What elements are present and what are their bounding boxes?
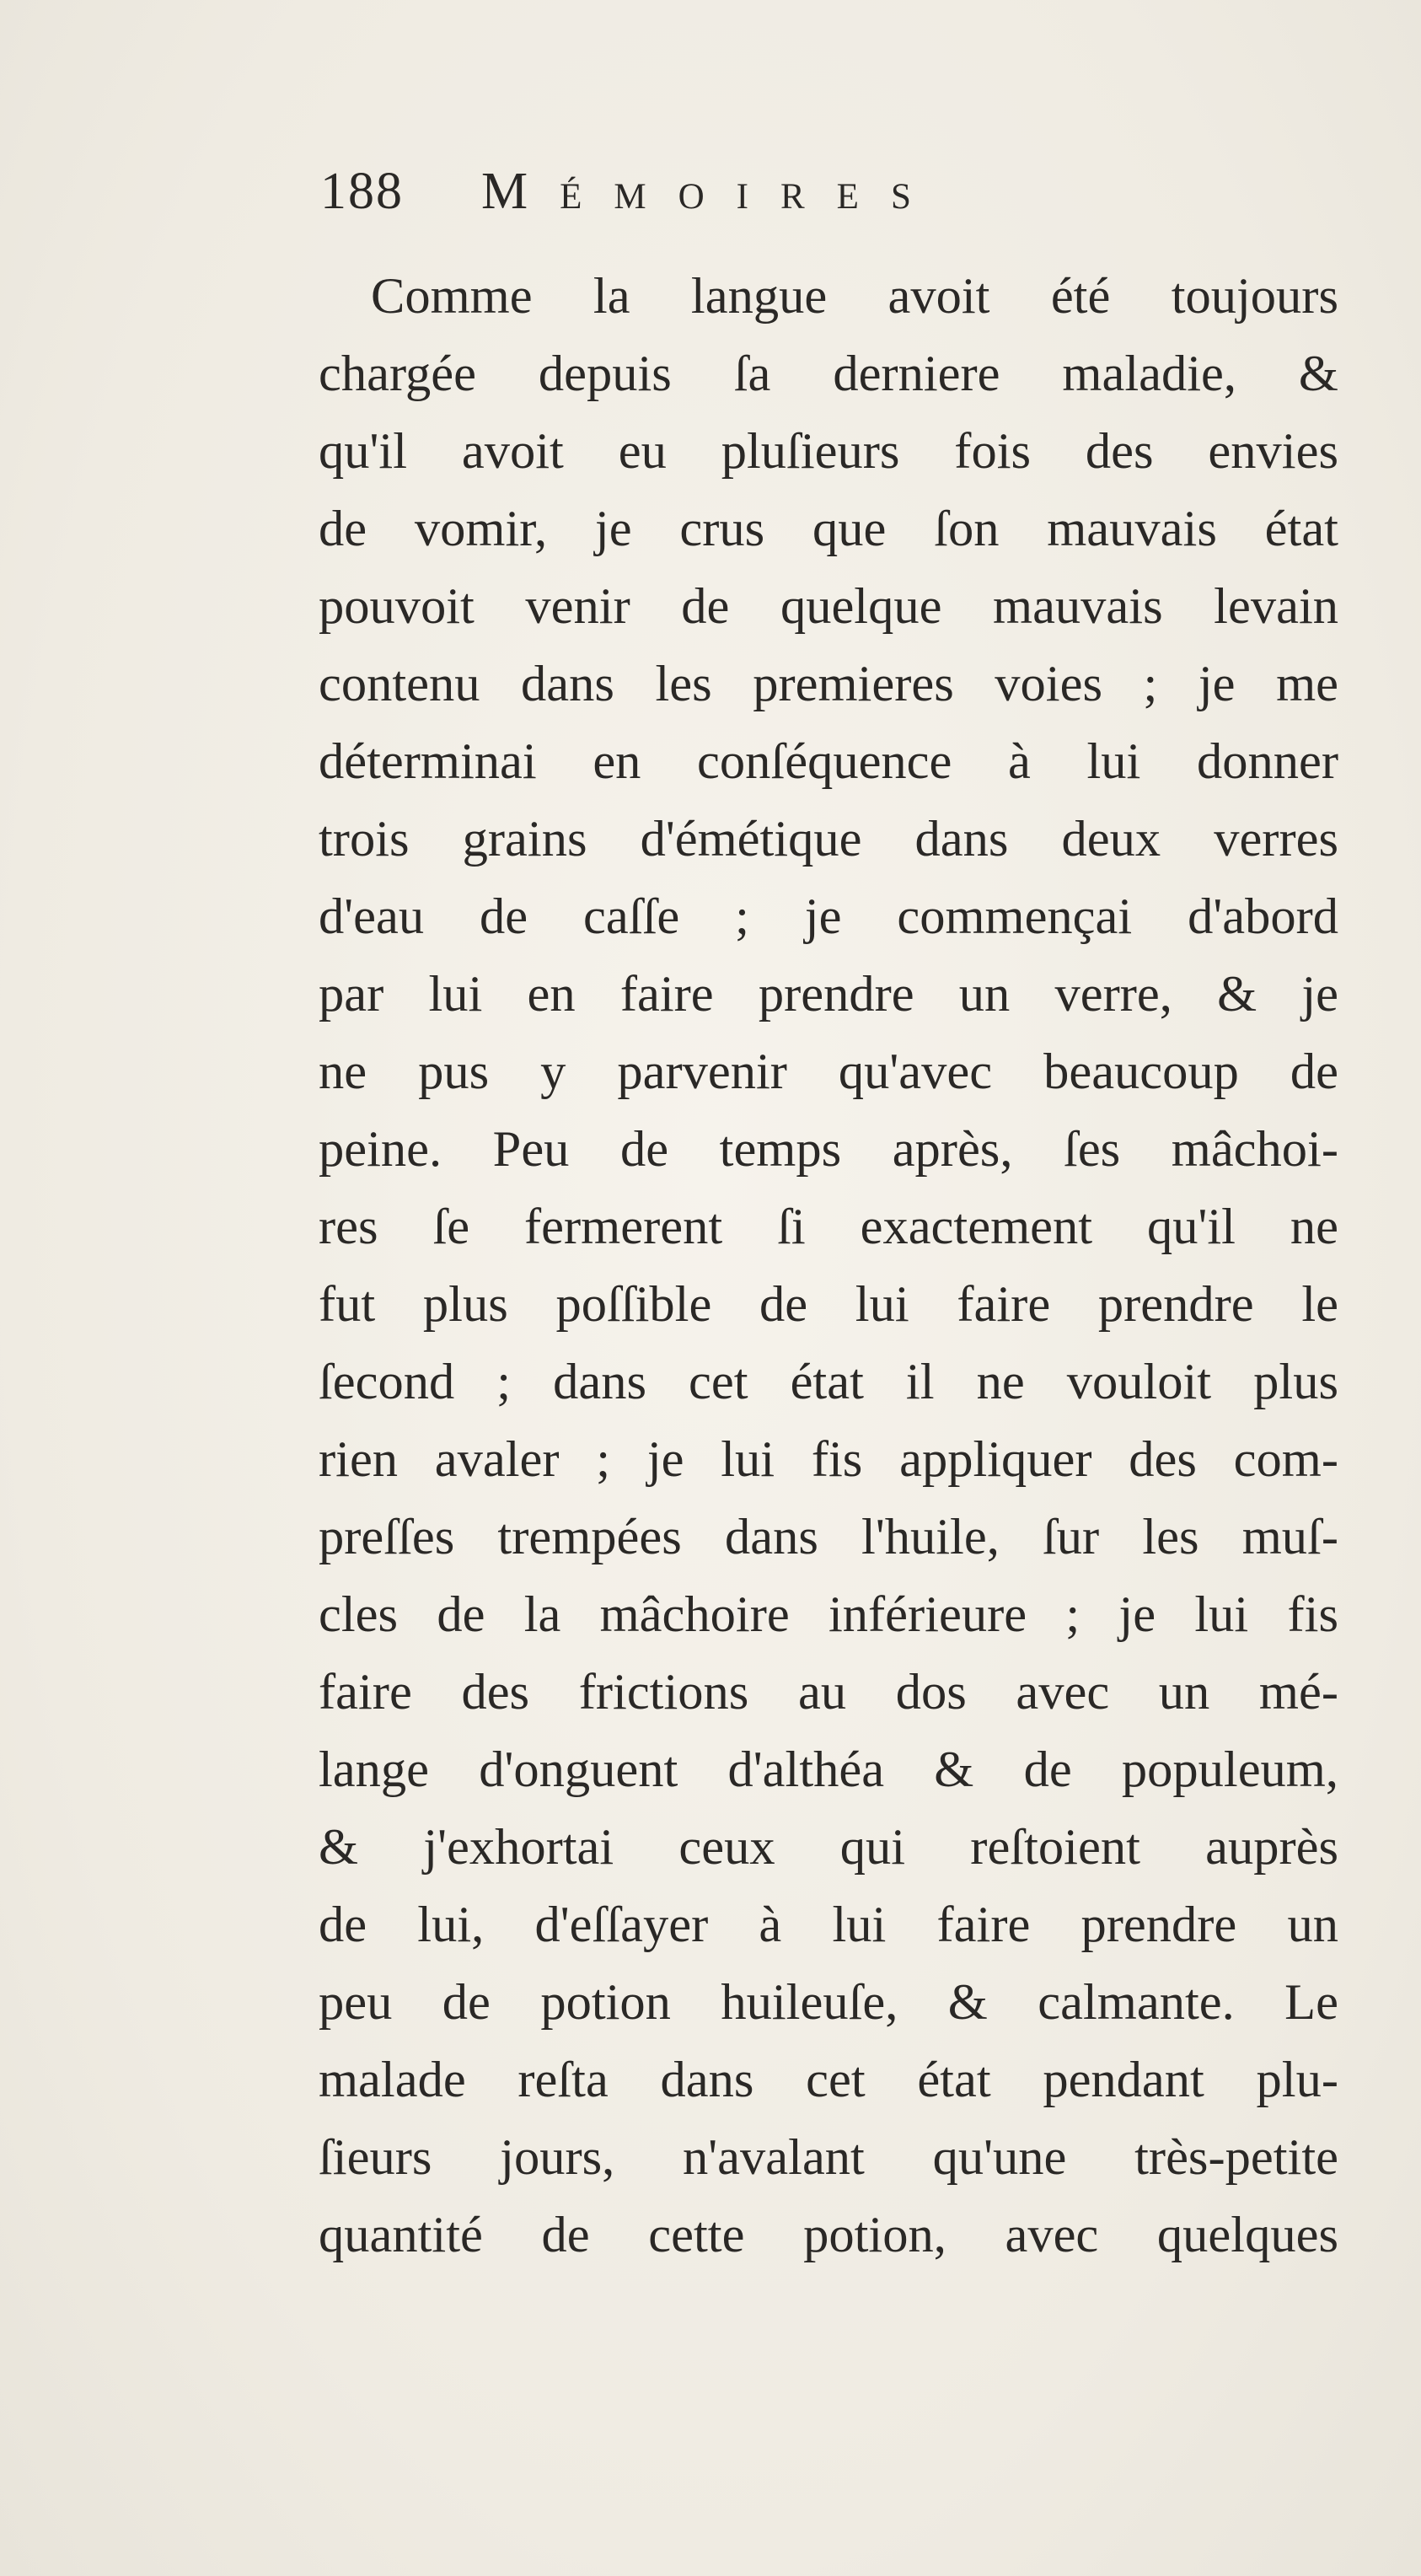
text-line: chargée depuis ſa derniere maladie, & (319, 346, 1338, 402)
text-line: fut plus poſſible de lui faire prendre le (319, 1276, 1338, 1333)
text-line: malade reſta dans cet état pendant plu- (319, 2052, 1338, 2108)
text-line: de lui, d'eſſayer à lui faire prendre un (319, 1897, 1338, 1953)
text-line: qu'il avoit eu pluſieurs fois des envies (319, 423, 1338, 480)
page-number: 188 (320, 163, 404, 220)
text-line: peine. Peu de temps après, ſes mâchoi- (319, 1121, 1338, 1178)
text-line: ſecond ; dans cet état il ne vouloit plus (319, 1354, 1338, 1410)
text-line: peu de potion huileuſe, & calmante. Le (319, 1974, 1338, 2031)
running-title: Mémoires (481, 163, 943, 220)
text-line: quantité de cette potion, avec quelques (319, 2207, 1338, 2263)
text-line: res ſe fermerent ſi exactement qu'il ne (319, 1199, 1338, 1255)
text-line: Comme la langue avoit été toujours (371, 268, 1338, 325)
text-line: faire des frictions au dos avec un mé- (319, 1664, 1338, 1720)
text-line: trois grains d'émétique dans deux verres (319, 811, 1338, 867)
text-line: déterminai en conſéquence à lui donner (319, 733, 1338, 790)
text-line: & j'exhortai ceux qui reſtoient auprès (319, 1819, 1338, 1876)
running-head (320, 162, 1163, 229)
text-line: cles de la mâchoire inférieure ; je lui fis (319, 1586, 1338, 1643)
text-line: de vomir, je crus que ſon mauvais état (319, 501, 1338, 557)
text-line: lange d'onguent d'althéa & de populeum, (319, 1741, 1338, 1798)
text-line: preſſes trempées dans l'huile, ſur les muſ- (319, 1509, 1338, 1565)
text-line: ne pus y parvenir qu'avec beaucoup de (319, 1044, 1338, 1100)
body-text (319, 258, 1338, 2274)
text-line: pouvoit venir de quelque mauvais levain (319, 578, 1338, 635)
text-line: ſieurs jours, n'avalant qu'une très-petite (319, 2129, 1338, 2186)
text-line: rien avaler ; je lui fis appliquer des com- (319, 1431, 1338, 1488)
text-line: d'eau de caſſe ; je commençai d'abord (319, 888, 1338, 945)
text-line: par lui en faire prendre un verre, & je (319, 966, 1338, 1022)
text-line: contenu dans les premieres voies ; je me (319, 656, 1338, 712)
